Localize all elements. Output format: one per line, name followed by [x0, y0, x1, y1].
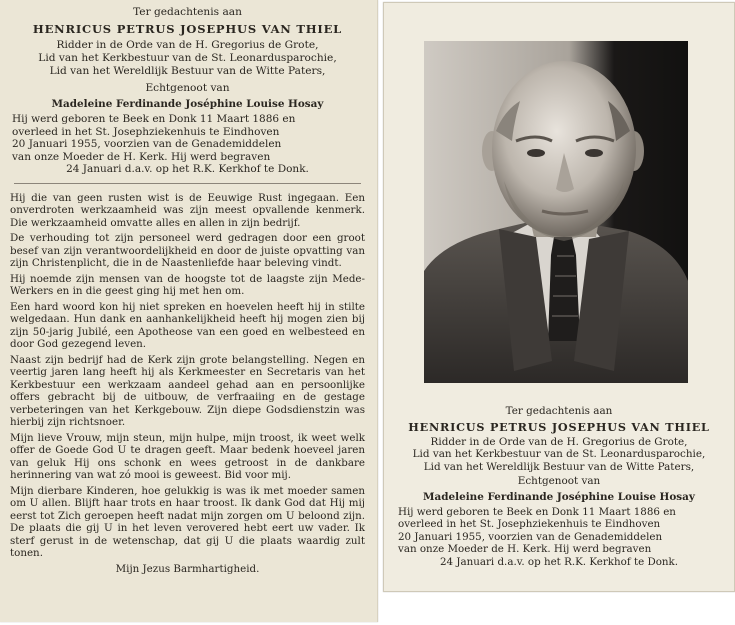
title-line-3: Lid van het Wereldlijk Bestuur van de Witte Paters, [49, 65, 326, 77]
biography [12, 113, 363, 176]
spouse-name: Madeleine Ferdinande Joséphine Louise Hosay [423, 490, 695, 503]
bio-line: Hij werd geboren te Beek en Donk 11 Maart 1886 en [398, 505, 676, 518]
paragraph: Naast zijn bedrijf had de Kerk zijn grote belangstelling. Negen en veertig jaren lang heeft hij als Kerkmeester en Secretaris van het Kerkbestuur een werkzaam aandeel gehad aan en persoonlijke offers gebracht bij de uitbouw, de verfraaiing en de gestage verbeteringen van het Kerkgebouw. Zijn diepe Godsdienstzin was hierbij zijn richtsnoer. [10, 353, 365, 429]
paragraph: Een hard woord kon hij niet spreken en hoevelen heeft hij in stilte welgedaan. Hun dank en aanhankelijkheid heeft hij mogen zien bij zijn 50-jarig Jubilé, een Apotheose van een goed en welbesteed en door God gezegend leven. [10, 300, 365, 351]
bio-line: 20 Januari 1955, voorzien van de Genademiddelen [398, 530, 663, 543]
intro-line: Ter gedachtenis aan [133, 6, 242, 18]
paragraph: De verhouding tot zijn personeel werd gedragen door een groot besef van zijn verantwoordelijkheid en door de juiste opvatting van zijn Christenplicht, die in de Naastenliefde haar beleving vindt. [10, 232, 365, 270]
bio-line: 24 Januari d.a.v. op het R.K. Kerkhof te Donk. [439, 555, 679, 568]
deceased-name: HENRICUS PETRUS JOSEPHUS VAN THIEL [408, 419, 710, 434]
bio-line: overleed in het St. Josephziekenhuis te Eindhoven [398, 518, 661, 531]
memorial-card-photo-side [383, 2, 735, 592]
intro-line: Ter gedachtenis aan [505, 405, 613, 417]
biography [398, 506, 720, 568]
bio-line: van onze Moeder de H. Kerk. Hij werd begraven [12, 150, 271, 163]
portrait-image [424, 41, 688, 383]
title-line-2: Lid van het Kerkbestuur van de St. Leonardusparochie, [38, 52, 337, 64]
deceased-name: HENRICUS PETRUS JOSEPHUS VAN THIEL [32, 22, 343, 36]
paragraph: Hij noemde zijn mensen van de hoogste tot de laagste zijn Mede-Werkers en in die geest ging hij met hen om. [10, 272, 365, 298]
closing-prayer: Mijn Jezus Barmhartigheid. [115, 562, 260, 575]
paragraph: Hij die van geen rusten wist is de Eeuwige Rust ingegaan. Een onverdroten werkzaamheid was zijn meest opvallende kenmerk. Die werkzaamheid omvatte alles en allen in zijn bedrijf. [10, 191, 365, 229]
right-card-text [396, 405, 722, 568]
bio-line: overleed in het St. Josephziekenhuis te Eindhoven [12, 125, 280, 138]
bio-line: van onze Moeder de H. Kerk. Hij werd begraven [398, 543, 652, 556]
bio-line: Hij werd geboren te Beek en Donk 11 Maart 1886 en [12, 113, 296, 125]
title-line-1: Ridder in de Orde van de H. Gregorius de Grote, [430, 435, 688, 448]
title-line-1: Ridder in de Orde van de H. Gregorius de Grote, [56, 39, 319, 51]
spouse-intro: Echtgenoot van [517, 475, 601, 488]
title-line-3: Lid van het Wereldlijk Bestuur van de Witte Paters, [423, 460, 695, 473]
spouse-intro: Echtgenoot van [145, 82, 230, 94]
bio-line: 20 Januari 1955, voorzien van de Genademiddelen [12, 138, 282, 151]
bio-line: 24 Januari d.a.v. op het R.K. Kerkhof te Donk. [66, 163, 309, 176]
spouse-name: Madeleine Ferdinande Joséphine Louise Hosay [51, 98, 324, 110]
divider [14, 183, 361, 184]
title-line-2: Lid van het Kerkbestuur van de St. Leonardusparochie, [412, 448, 706, 461]
paragraph: Mijn dierbare Kinderen, hoe gelukkig is was ik met moeder samen om U allen. Blijft haar trots en haar troost. Ik dank God dat Hij mij eerst tot Zich geroepen heeft nadat mijn zorgen om U beloond zijn. De plaats die gij U in het leven verovered hebt eert uw vader. Ik sterf gerust in de wetenschap, dat gij U die plaats waardig zult tonen. [10, 484, 365, 560]
paragraph: Mijn lieve Vrouw, mijn steun, mijn hulpe, mijn troost, ik weet welk offer de Goede God U te dragen geeft. Maar bedenk hoeveel jaren van geluk Hij ons schonk en wees getroost in de dankbare herinnering van wat zó mooi is geweest. Bid voor mij. [10, 431, 365, 482]
portrait-photo [424, 41, 688, 383]
